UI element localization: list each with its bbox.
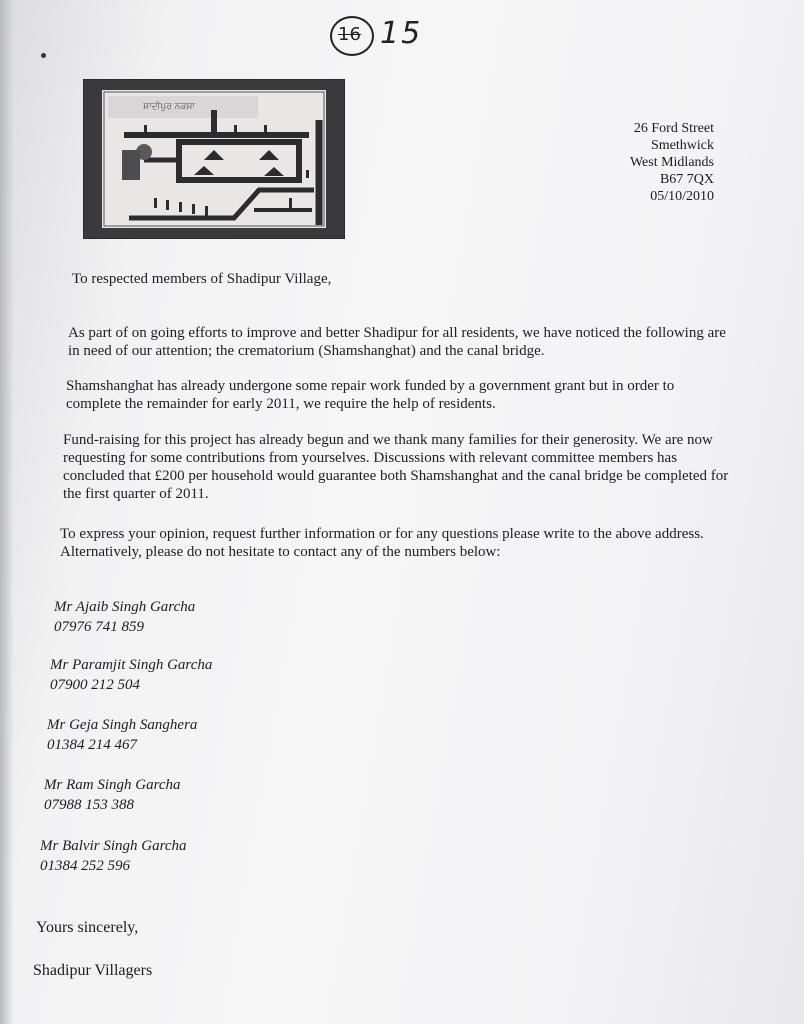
contact-entry xyxy=(54,597,195,637)
contact-phone: 07900 212 504 xyxy=(50,677,140,693)
contact-entry xyxy=(44,775,181,815)
contact-phone: 01384 252 596 xyxy=(40,858,130,874)
paragraph: To express your opinion, request further information or for any questions please write to the above address. Alternatively, please do not hesitate to contact any of the numbers below: xyxy=(60,526,704,560)
paragraph: As part of on going efforts to improve and better Shadipur for all residents, we have noticed the following are in need of our attention; the crematorium (Shamshanghat) and the canal bridge. xyxy=(68,325,726,359)
address-postcode: B67 7QX xyxy=(659,172,714,187)
village-map-image xyxy=(84,80,344,238)
address-county: West Midlands xyxy=(629,155,714,170)
address-town: Smethwick xyxy=(651,138,714,153)
sender-address xyxy=(630,120,714,205)
contact-entry xyxy=(47,715,197,755)
contact-phone: 07976 741 859 xyxy=(54,619,144,635)
page-number: 15 xyxy=(380,16,423,51)
letter-date: 05/10/2010 xyxy=(650,189,714,204)
contact-entry xyxy=(40,836,187,876)
ink-dot xyxy=(41,53,46,58)
handwritten-page-number xyxy=(330,14,440,56)
contact-name: Mr Geja Singh Sanghera xyxy=(47,717,198,733)
contact-name: Mr Ajaib Singh Garcha xyxy=(54,599,196,615)
salutation: To respected members of Shadipur Village, xyxy=(72,271,332,287)
address-street: 26 Ford Street xyxy=(633,121,714,136)
contact-name: Mr Paramjit Singh Garcha xyxy=(50,657,213,673)
contact-name: Mr Ram Singh Garcha xyxy=(44,777,181,793)
valediction: Yours sincerely, xyxy=(36,919,139,936)
paragraph: Shamshanghat has already undergone some repair work funded by a government grant but in order to complete the remainder for early 2011, we require the help of residents. xyxy=(66,378,675,412)
contact-phone: 07988 153 388 xyxy=(44,797,134,813)
contact-phone: 01384 214 467 xyxy=(47,737,137,753)
page-edge-shadow xyxy=(0,0,14,1024)
village-map-drawing xyxy=(84,80,344,238)
contact-name: Mr Balvir Singh Garcha xyxy=(40,838,187,854)
paragraph: Fund-raising for this project has already begun and we thank many families for their generosity. We are now requesting for some contributions from yourselves. Discussions with relevant committee members has concluded that £200 per household would guarantee both Shamshanghat and the canal bridge be completed for the first quarter of 2011. xyxy=(63,432,729,502)
signature: Shadipur Villagers xyxy=(33,962,153,979)
contact-entry xyxy=(50,655,212,695)
map-heading: ਸ਼ਾਦੀਪੁਰ ਨਕਸ਼ਾ xyxy=(143,102,195,112)
struck-page-number: 16 xyxy=(338,24,361,45)
